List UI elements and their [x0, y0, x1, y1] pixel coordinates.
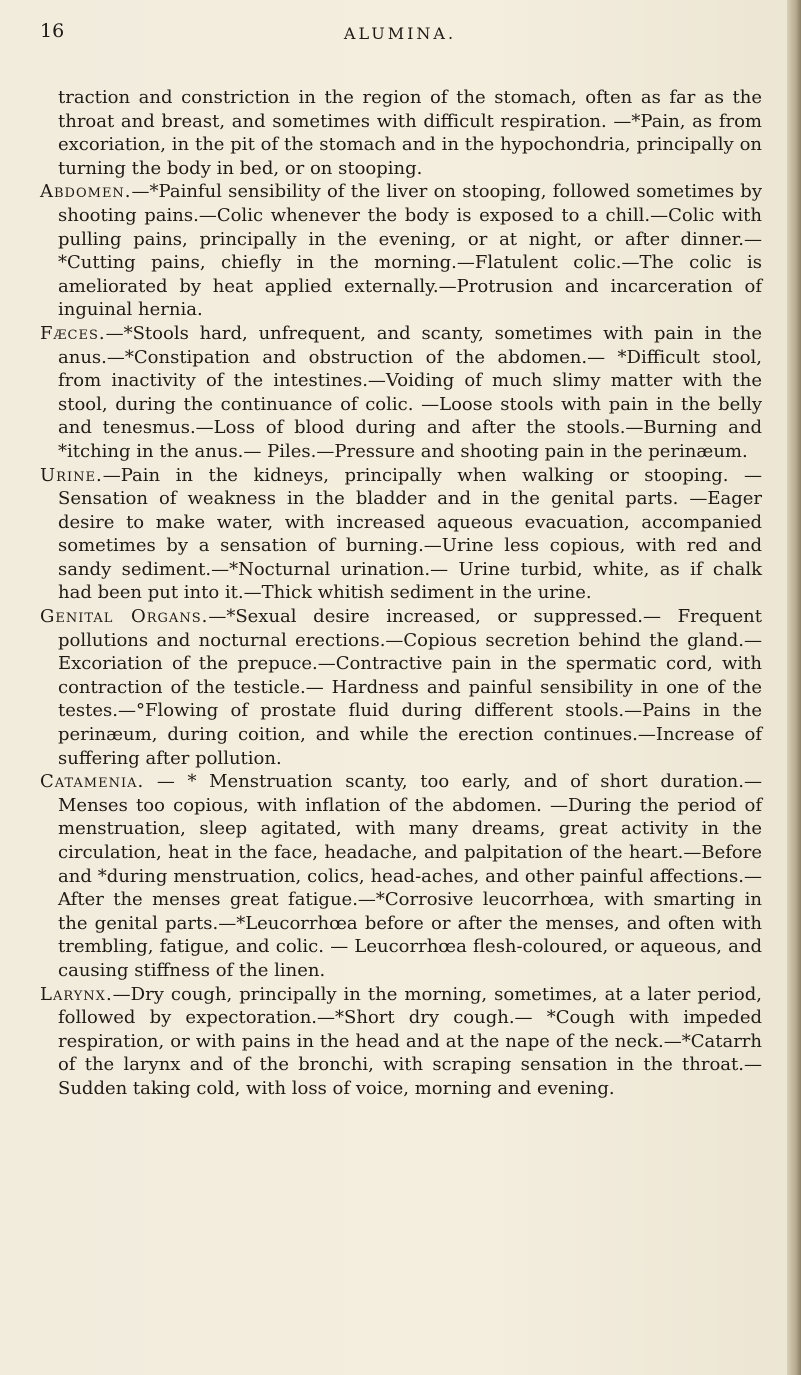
section-heading: Larynx.	[40, 983, 113, 1005]
section-heading: Abdomen.	[40, 181, 132, 203]
paragraph-text: — * Menstruation scanty, too early, and of short duration.—Menses too copious, with inflation of the abdomen. —During the period of menstruation, sleep agitated, with many dreams, great activity in the circulation, heat in the face, headache, and palpitation of the heart.—Before and *during menstruation, colics, head-aches, and other painful affections.—After the menses great fatigue.—*Corrosive leucorrhœa, with smarting in the genital parts.—*Leucorrhœa before or after the menses, and often with trembling, fatigue, and colic. — Leucorrhœa flesh-coloured, or aqueous, and causing stiffness of the linen.	[58, 771, 762, 981]
paragraph-genital-organs	[40, 605, 762, 770]
paragraph-text: —*Painful sensibility of the liver on stooping, followed sometimes by shooting pains.—Colic whenever the body is exposed to a chill.—Colic with pulling pains, principally in the evening, or at night, or after dinner.—*Cutting pains, chiefly in the morning.—Flatulent colic.—The colic is ameliorated by heat applied externally.—Protrusion and incarceration of inguinal hernia.	[58, 181, 762, 321]
paragraph-text: —*Stools hard, unfrequent, and scanty, sometimes with pain in the anus.—*Constipation and obstruction of the abdomen.— *Difficult stool, from inactivity of the intestines.—Voiding of much slimy matter with the stool, during the continuance of colic. —Loose stools with pain in the belly and tenesmus.—Loss of blood during and after the stools.—Burning and *itching in the anus.— Piles.—Pressure and shooting pain in the perinæum.	[58, 322, 762, 462]
body-text	[40, 86, 762, 1101]
paragraph-urine	[40, 464, 762, 606]
paragraph-larynx	[40, 983, 762, 1101]
paragraph-text: traction and constriction in the region of the stomach, often as far as the throat and breast, and sometimes with difficult respiration. —*Pain, as from excoriation, in the pit of the stomach and in the hypochondria, principally on turning the body in bed, or on stooping.	[58, 87, 762, 179]
section-heading: Fæces.	[40, 322, 106, 344]
page-header	[40, 20, 760, 50]
paragraph-text: —Pain in the kidneys, principally when walking or stooping. —Sensation of weakness in the bladder and in the genital parts. —Eager desire to make water, with increased aqueous evacuation, accompanied sometimes by a sensation of burning.—Urine less copious, with red and sandy sediment.—*Nocturnal urination.— Urine turbid, white, as if chalk had been put into it.—Thick whitish sediment in the urine.	[58, 464, 762, 604]
section-heading: Urine.	[40, 464, 103, 486]
paragraph-faeces	[40, 322, 762, 464]
section-heading: Genital Organs.	[40, 606, 209, 628]
paragraph-catamenia	[40, 770, 762, 982]
paragraph-text: —*Sexual desire increased, or suppressed.— Frequent pollutions and nocturnal erections.—Copious secretion behind the gland.—Excoriation of the prepuce.—Contractive pain in the spermatic cord, with contraction of the testicle.— Hardness and painful sensibility in one of the testes.—°Flowing of prostate fluid during different stools.—Pains in the perinæum, during coition, and while the erection continues.—Increase of suffering after pollution.	[58, 606, 762, 769]
page-edge-shadow	[787, 0, 801, 1375]
paragraph-stomach-continued	[40, 86, 762, 180]
section-heading: Catamenia.	[40, 771, 145, 793]
paragraph-abdomen	[40, 180, 762, 322]
paragraph-text: —Dry cough, principally in the morning, sometimes, at a later period, followed by expectoration.—*Short dry cough.— *Cough with impeded respiration, or with pains in the head and at the nape of the neck.—*Catarrh of the larynx and of the bronchi, with scraping sensation in the throat.—Sudden taking cold, with loss of voice, morning and evening.	[58, 983, 762, 1099]
running-head: ALUMINA.	[343, 24, 457, 43]
page-number: 16	[40, 20, 65, 42]
